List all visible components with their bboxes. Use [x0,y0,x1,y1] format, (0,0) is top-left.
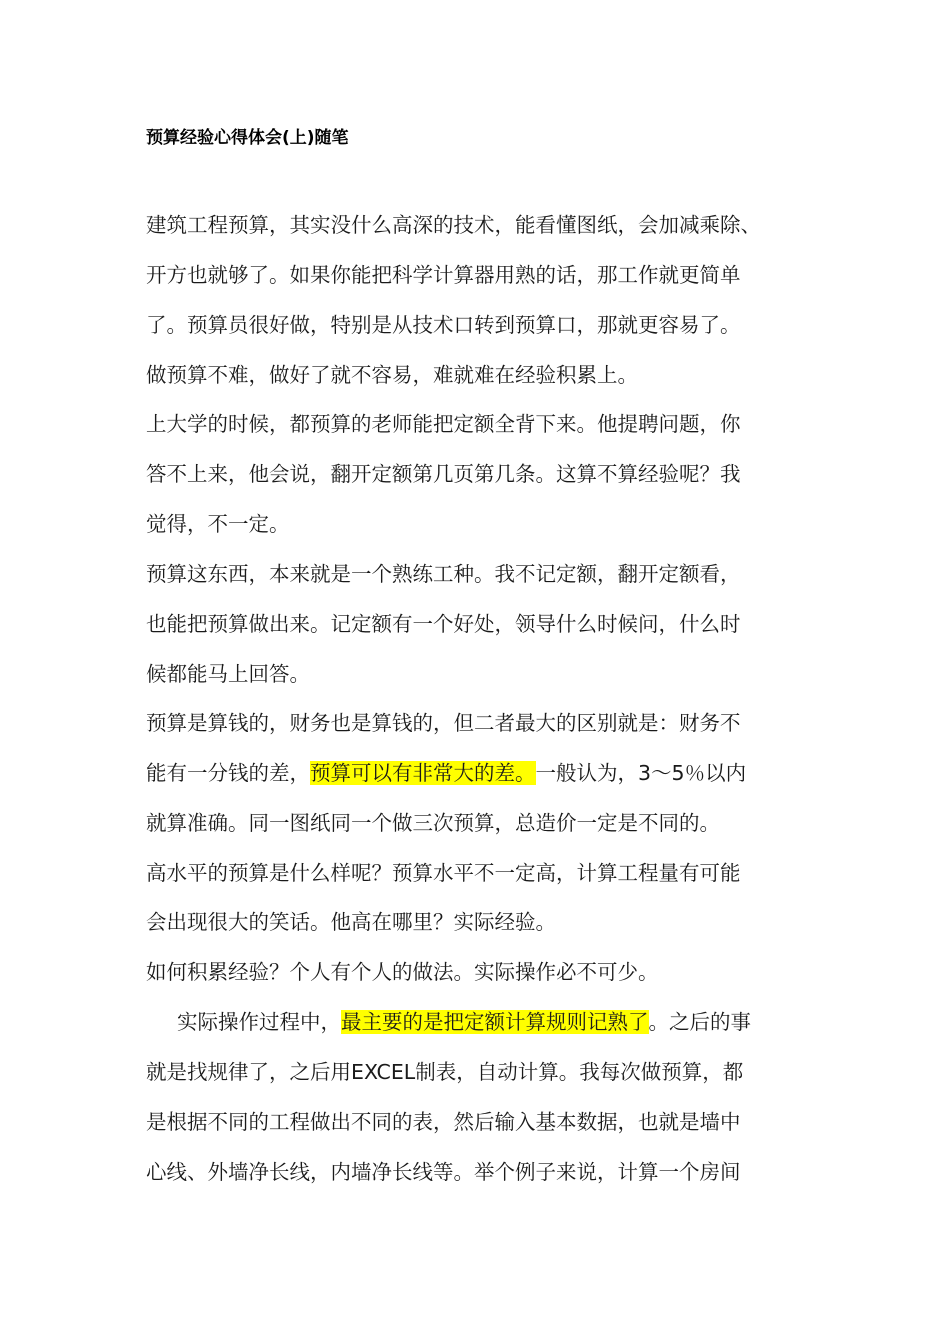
body-line [146,808,720,838]
text-segment: 上大学的时候，都预算的老师能把定额全背下来。他提聘问题，你 [146,412,741,436]
body-line [146,609,741,639]
text-segment: 预算这东西，本来就是一个熟练工种。我不记定额，翻开定额看， [146,562,741,586]
body-line [146,509,290,539]
body-line [146,907,556,937]
body-line [146,957,659,987]
text-segment: 建筑工程预算，其实没什么高深的技术，能看懂图纸，会加减乘除、 [146,213,761,237]
text-segment: 就是找规律了，之后用EXCEL制表，自动计算。我每次做预算，都 [146,1060,744,1084]
text-segment: 了。预算员很好做，特别是从技术口转到预算口，那就更容易了。 [146,313,741,337]
text-segment: 心线、外墙净长线，内墙净长线等。举个例子来说，计算一个房间 [146,1160,741,1184]
body-line [146,1107,741,1137]
text-segment: 做预算不难，做好了就不容易，难就难在经验积累上。 [146,363,638,387]
text-segment: 会出现很大的笑话。他高在哪里？实际经验。 [146,910,556,934]
text-segment: 实际操作过程中， [177,1010,341,1034]
text-segment: 能有一分钱的差， [146,761,310,785]
body-line [177,1007,751,1037]
body-line [146,1157,741,1187]
body-line [146,659,310,689]
text-segment: 也能把预算做出来。记定额有一个好处，领导什么时候问，什么时 [146,612,741,636]
body-line [146,409,741,439]
body-line [146,758,746,788]
text-segment: 高水平的预算是什么样呢？预算水平不一定高，计算工程量有可能 [146,861,741,885]
text-segment: 就算准确。同一图纸同一个做三次预算，总造价一定是不同的。 [146,811,720,835]
body-line [146,360,638,390]
body-line [146,708,741,738]
text-segment: 候都能马上回答。 [146,662,310,686]
text-segment: 。之后的事 [648,1010,751,1034]
document-title: 预算经验心得体会(上)随笔 [146,128,349,148]
body-line [146,858,741,888]
text-segment: 如何积累经验？个人有个人的做法。实际操作必不可少。 [146,960,659,984]
text-segment: 答不上来，他会说，翻开定额第几页第几条。这算不算经验呢？我 [146,462,741,486]
highlighted-text: 预算可以有非常大的差。 [310,761,536,785]
body-line [146,459,741,489]
text-segment: 开方也就够了。如果你能把科学计算器用熟的话，那工作就更简单 [146,263,741,287]
highlighted-text: 最主要的是把定额计算规则记熟了 [341,1010,649,1034]
text-segment: 一般认为，3～5％以内 [535,761,747,785]
body-line [146,260,741,290]
text-segment: 觉得，不一定。 [146,512,290,536]
text-segment: 是根据不同的工程做出不同的表，然后输入基本数据，也就是墙中 [146,1110,741,1134]
text-segment: 预算是算钱的，财务也是算钱的，但二者最大的区别就是：财务不 [146,711,741,735]
body-line [146,559,741,589]
body-line [146,1057,743,1087]
body-line [146,210,761,240]
body-line [146,310,741,340]
